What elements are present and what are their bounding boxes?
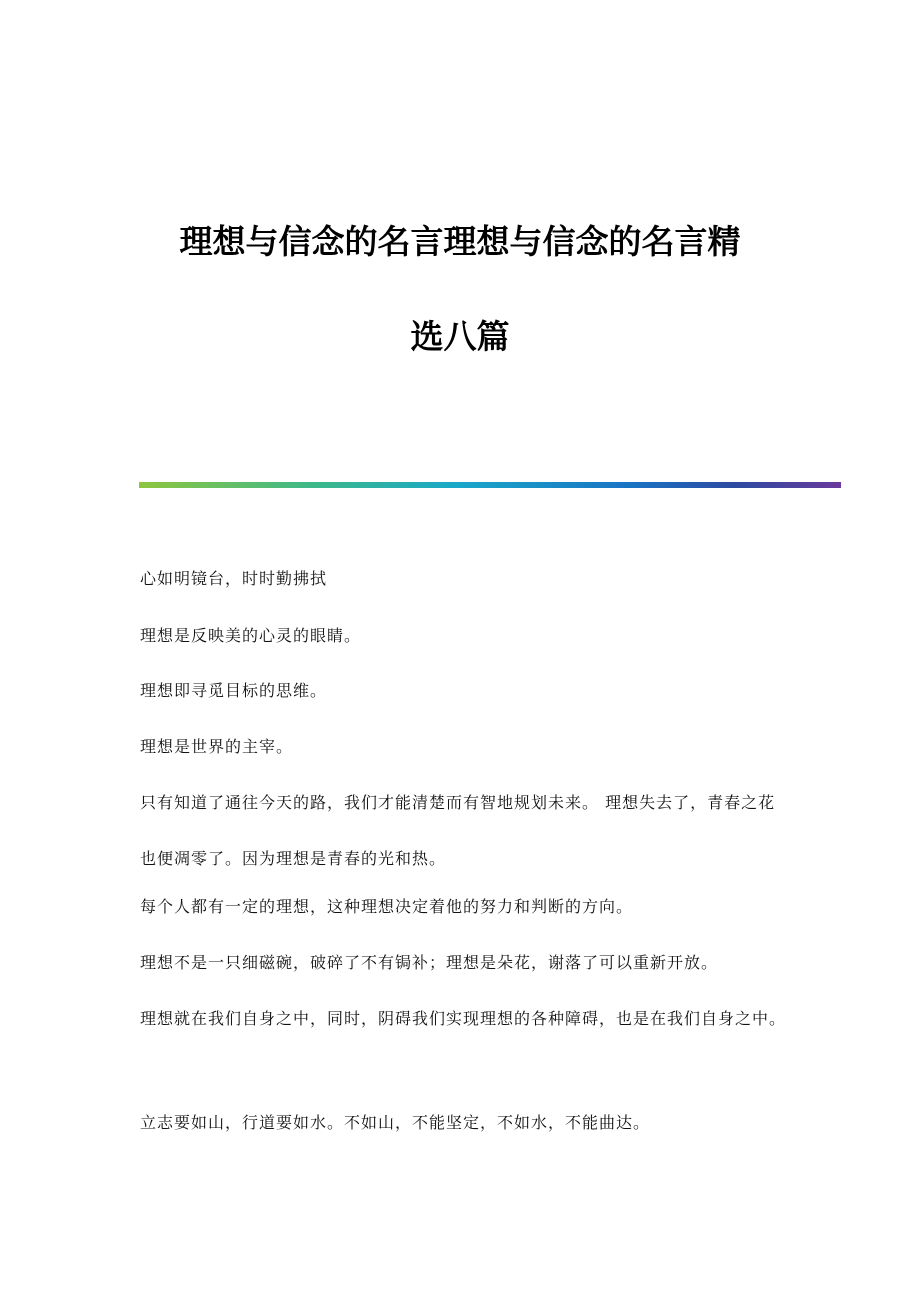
document-title-line-1: 理想与信念的名言理想与信念的名言精 [179, 222, 741, 261]
paragraph-7: 理想不是一只细磁碗，破碎了不有锔补；理想是朵花，谢落了可以重新开放。 [140, 953, 719, 972]
document-title-line-2: 选八篇 [410, 317, 510, 356]
paragraph-5: 只有知道了通往今天的路，我们才能清楚而有智地规划未来。 理想失去了，青春之花也便凋零了。因为理想是青春的光和热。 [140, 793, 776, 868]
paragraph-3: 理想即寻觅目标的思维。 [140, 681, 328, 700]
paragraph-2: 理想是反映美的心灵的眼睛。 [140, 626, 362, 645]
paragraph-6: 每个人都有一定的理想，这种理想决定着他的努力和判断的方向。 [140, 897, 634, 916]
paragraph-1: 心如明镜台，时时勤拂拭 [140, 569, 328, 588]
paragraph-4: 理想是世界的主宰。 [140, 737, 294, 756]
paragraph-9: 立志要如山，行道要如水。不如山，不能坚定，不如水，不能曲达。 [140, 1113, 651, 1132]
paragraph-8: 理想就在我们自身之中，同时，阴碍我们实现理想的各种障碍，也是在我们自身之中。 [140, 1009, 787, 1028]
gradient-divider [139, 482, 841, 488]
